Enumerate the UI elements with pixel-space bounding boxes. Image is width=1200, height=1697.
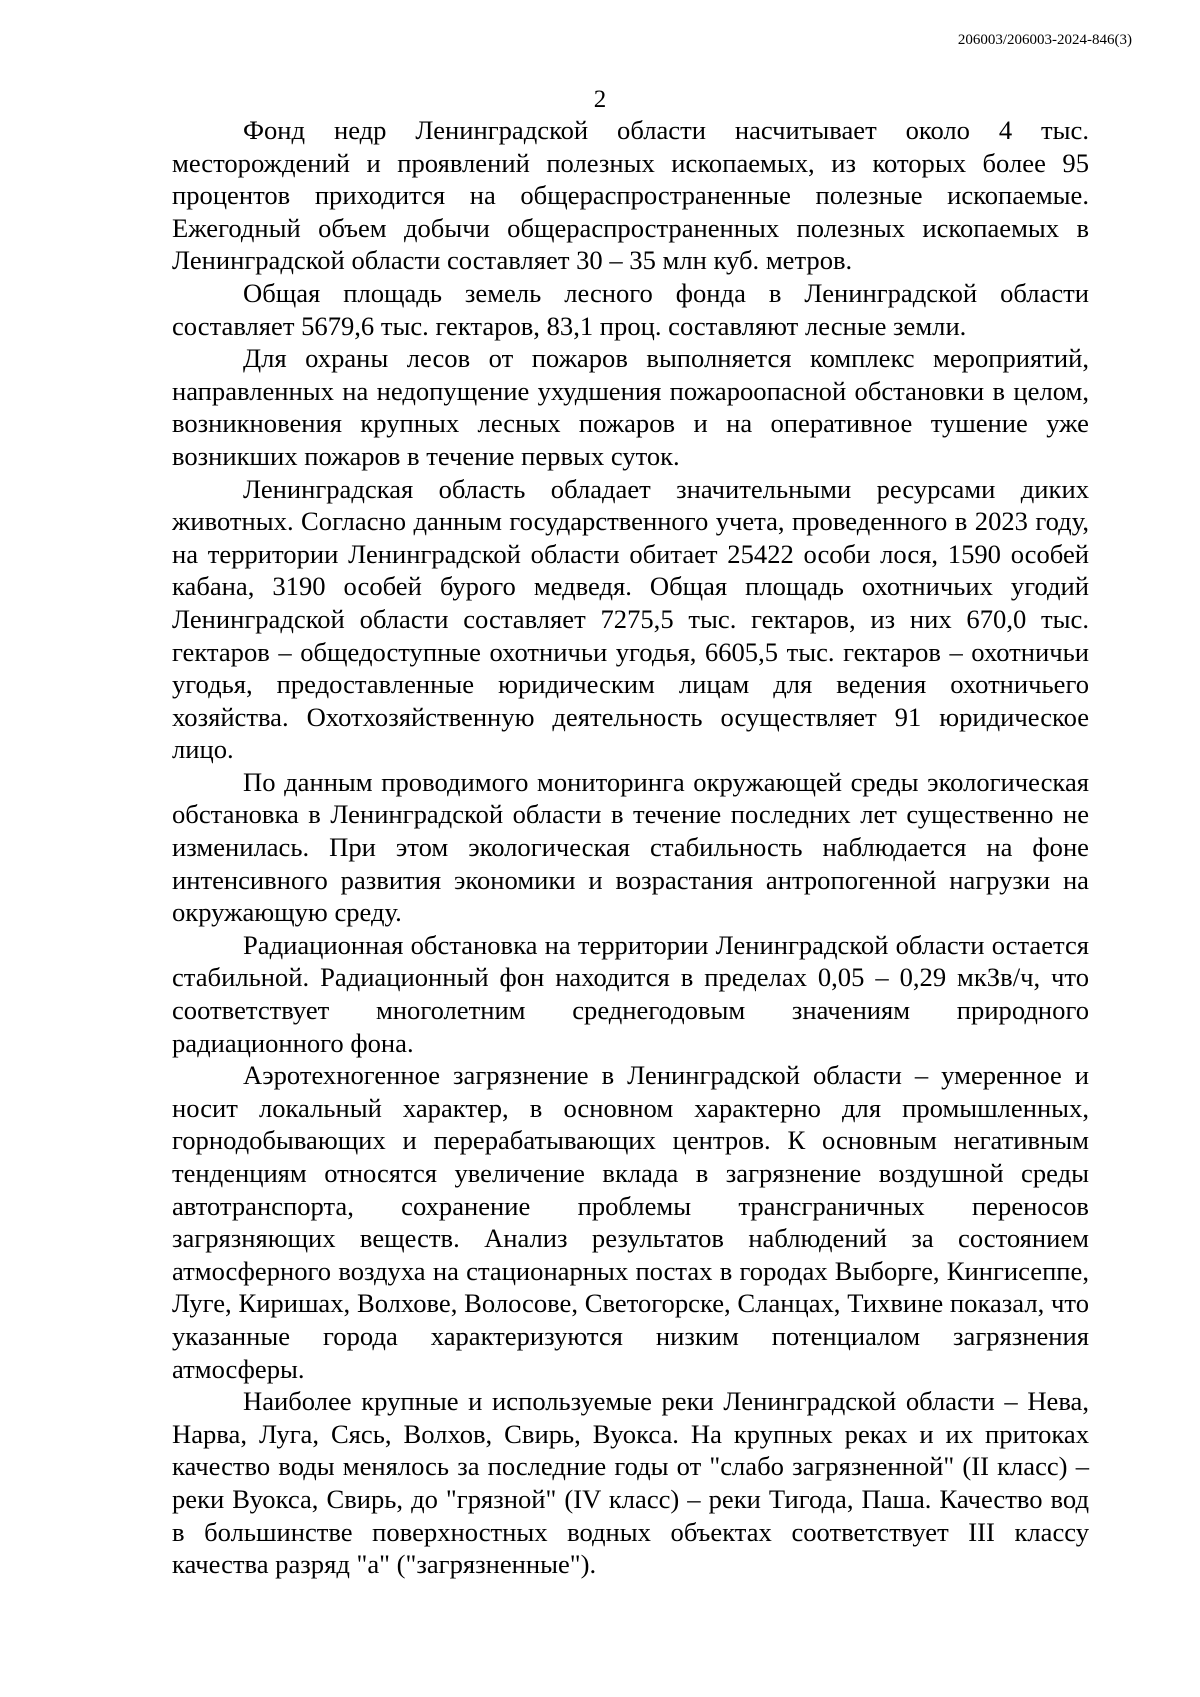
paragraph-forest-fund: Общая площадь земель лесного фонда в Ленинградской области составляет 5679,6 тыс. гектаров, 83,1 проц. составляют лесные земли. (172, 277, 1089, 341)
paragraph-ecological-monitoring: По данным проводимого мониторинга окружающей среды экологическая обстановка в Ленинградской области в течение последних лет существенно не изменилась. При этом экологическая стабильность наблюдается на фоне интенсивного развития экономики и возрастания антропогенной нагрузки на окружающую среду. (172, 766, 1089, 928)
paragraph-radiation: Радиационная обстановка на территории Ленинградской области остается стабильной. Радиационный фон находится в пределах 0,05 – 0,29 мкЗв/ч, что соответствует многолетним среднегодовым значениям природного радиационного фона. (172, 929, 1089, 1058)
paragraph-air-pollution: Аэротехногенное загрязнение в Ленинградской области – умеренное и носит локальный характер, в основном характерно для промышленных, горнодобывающих и перерабатывающих центров. К основным негативным тенденциям относятся увеличение вклада в загрязнение воздушной среды автотранспорта, сохранение проблемы трансграничных переносов загрязняющих веществ. Анализ результатов наблюдений за состоянием атмосферного воздуха на стационарных постах в городах Выборге, Кингисеппе, Луге, Киришах, Волхове, Волосове, Светогорске, Сланцах, Тихвине показал, что указанные города характеризуются низким потенциалом загрязнения атмосферы. (172, 1060, 1089, 1384)
page-number: 2 (593, 86, 607, 113)
paragraph-wildlife: Ленинградская область обладает значительными ресурсами диких животных. Согласно данным государственного учета, проведенного в 2023 году, на территории Ленинградской области обитает 25422 особи лося, 1590 особей кабана, 3190 особей бурого медведя. Общая площадь охотничьих угодий Ленинградской области составляет 7275,5 тыс. гектаров, из них 670,0 тыс. гектаров – общедоступные охотничьи угодья, 6605,5 тыс. гектаров – охотничьи угодья, предоставленные юридическим лицам для ведения охотничьего хозяйства. Охотхозяйственную деятельность осуществляет 91 юридическое лицо. (172, 473, 1089, 765)
paragraph-rivers: Наиболее крупные и используемые реки Ленинградской области – Нева, Нарва, Луга, Сясь, Волхов, Свирь, Вуокса. На крупных реках и их притоках качество воды менялось за последние годы от "слабо загрязненной" (II класс) – реки Вуокса, Свирь, до "грязной" (IV класс) – реки Тигода, Паша. Качество вод в большинстве поверхностных водных объектах соответствует III классу качества разряд "а" ("загрязненные"). (172, 1386, 1089, 1580)
paragraph-fire-protection: Для охраны лесов от пожаров выполняется комплекс мероприятий, направленных на недопущение ухудшения пожароопасной обстановки в целом, возникновения крупных лесных пожаров и на оперативное тушение уже возникших пожаров в течение первых суток. (172, 343, 1089, 471)
paragraph-mineral-resources: Фонд недр Ленинградской области насчитывает около 4 тыс. месторождений и проявлений полезных ископаемых, из которых более 95 процентов приходится на общераспространенные полезные ископаемые. Ежегодный объем добычи общераспространенных полезных ископаемых в Ленинградской области составляет 30 – 35 млн куб. метров. (172, 115, 1089, 276)
document-body (172, 114, 1089, 1581)
document-id: 206003/206003-2024-846(3) (957, 32, 1132, 48)
